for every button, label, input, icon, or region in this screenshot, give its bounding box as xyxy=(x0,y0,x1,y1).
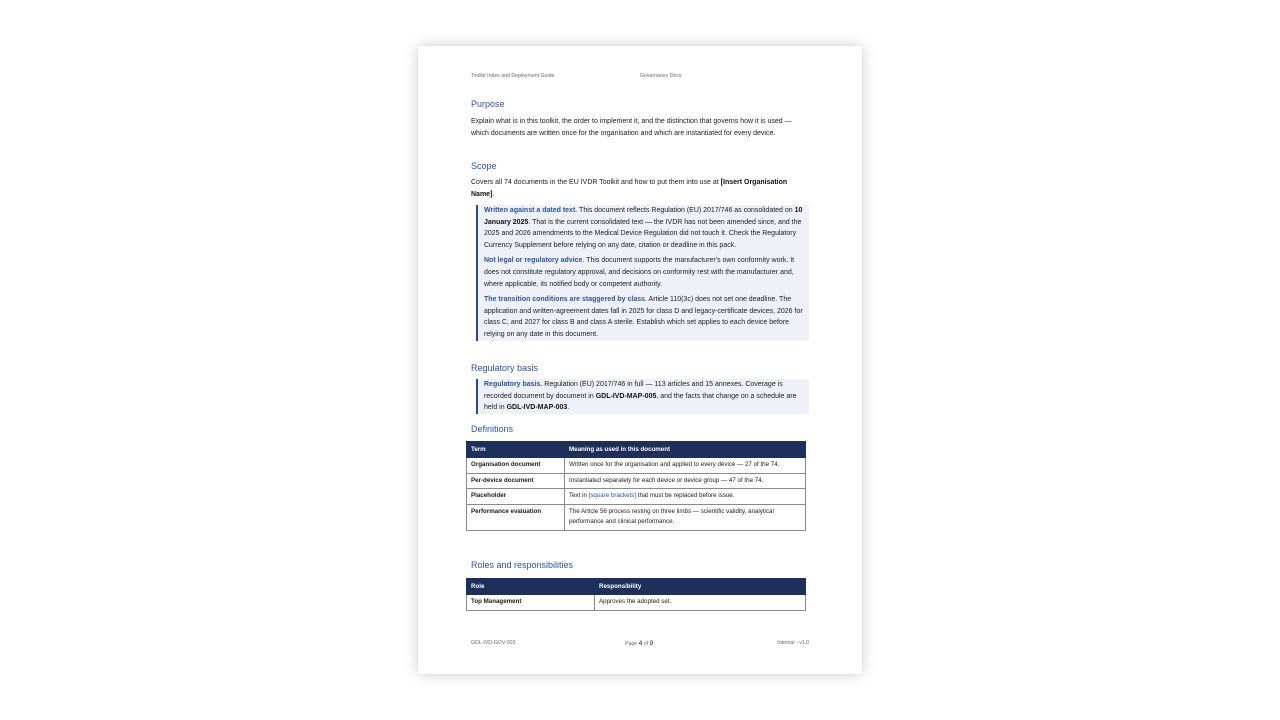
definition-meaning: The Article 56 process resting on three limbs — scientific validity, analytical performance and clinical performance. xyxy=(565,504,806,530)
purpose-text: Explain what is in this toolkit, the order to implement it, and the distinction that governs how it is used — which documents are written once for the organisation and which are instantiated for every device. xyxy=(471,118,792,137)
organisation-placeholder: [Insert Organisation Name] xyxy=(471,179,788,198)
column-header-term: Term xyxy=(467,442,565,458)
table-header-row xyxy=(467,442,806,458)
regulatory-text: Regulatory basis. Regulation (EU) 2017/746 in full — 113 articles and 15 annexes. Coverage is recorded document by document in GDL-IVD-MAP-005, and the facts that change on a schedule are held in GDL-IVD-MAP-003. xyxy=(484,381,797,412)
definition-term: Performance evaluation xyxy=(467,504,565,530)
footer-doc-id: GDL-IVD-GOV-003 xyxy=(471,640,516,646)
roles-table xyxy=(466,578,806,611)
running-header-category: Governance Docs xyxy=(640,73,682,79)
heading-scope: Scope xyxy=(471,161,497,171)
definition-term: Organisation document xyxy=(467,458,565,474)
table-row xyxy=(467,458,806,474)
definitions-table xyxy=(466,441,806,531)
running-header-title: Toolkit Index and Deployment Guide xyxy=(471,73,555,79)
heading-roles: Roles and responsibilities xyxy=(471,560,574,570)
table-row xyxy=(467,489,806,505)
column-header-responsibility: Responsibility xyxy=(595,579,806,595)
document-page xyxy=(418,46,862,674)
definition-term: Per-device document xyxy=(467,473,565,489)
column-header-role: Role xyxy=(467,579,595,595)
table-row xyxy=(467,504,806,530)
heading-regulatory-basis: Regulatory basis xyxy=(471,363,539,373)
notice-dated-text: Written against a dated text. This document reflects Regulation (EU) 2017/746 as consolidated on 10 January 2025. That is the current consolidated text — the IVDR has not been amended since, and the 2025 and 2026 amendments to the Medical Device Regulation did not touch it. Check the Regulatory Currency Supplement before relying on any date, citation or deadline in this pack. xyxy=(484,207,803,249)
heading-purpose: Purpose xyxy=(471,99,505,109)
definition-meaning: Text in [square brackets] that must be replaced before issue. xyxy=(565,489,806,505)
placeholder-example: [square brackets] xyxy=(588,492,637,499)
scope-text: Covers all 74 documents in the EU IVDR Toolkit and how to put them into use at [Insert Organisation Name]. xyxy=(471,179,788,198)
notice-not-advice: Not legal or regulatory advice. This document supports the manufacturer's own conformity work. It does not constitute regulatory approval, and decisions on conformity rest with the manufacturer and, where applicable, its notified body or competent authority. xyxy=(484,257,795,288)
table-header-row xyxy=(467,579,806,595)
reference-map-003: GDL-IVD-MAP-003 xyxy=(506,404,568,412)
heading-definitions: Definitions xyxy=(471,424,514,434)
regulatory-callout xyxy=(476,379,809,414)
notice-callout xyxy=(476,205,809,341)
footer-version: Internal - v1.0 xyxy=(777,640,809,646)
definition-term: Placeholder xyxy=(467,489,565,505)
definition-meaning: Instantiated separately for each device or device group — 47 of the 74. xyxy=(565,473,806,489)
table-row xyxy=(467,473,806,489)
footer-page-number: Page 4 of 9 xyxy=(625,640,654,647)
role-responsibility: Approves the adopted set. xyxy=(595,595,806,611)
column-header-meaning: Meaning as used in this document xyxy=(565,442,806,458)
role-name: Top Management xyxy=(467,595,595,611)
definition-meaning: Written once for the organisation and applied to every device — 27 of the 74. xyxy=(565,458,806,474)
table-row xyxy=(467,595,806,611)
notice-transition: The transition conditions are staggered by class. Article 110(3c) does not set one deadline. The application and written-agreement dates fall in 2025 for class D and legacy-certificate devices, 2026 for class C, and 2027 for class B and class A sterile. Establish which set applies to each device before relying on any date in this document. xyxy=(484,296,803,338)
reference-map-005: GDL-IVD-MAP-005 xyxy=(595,392,657,400)
